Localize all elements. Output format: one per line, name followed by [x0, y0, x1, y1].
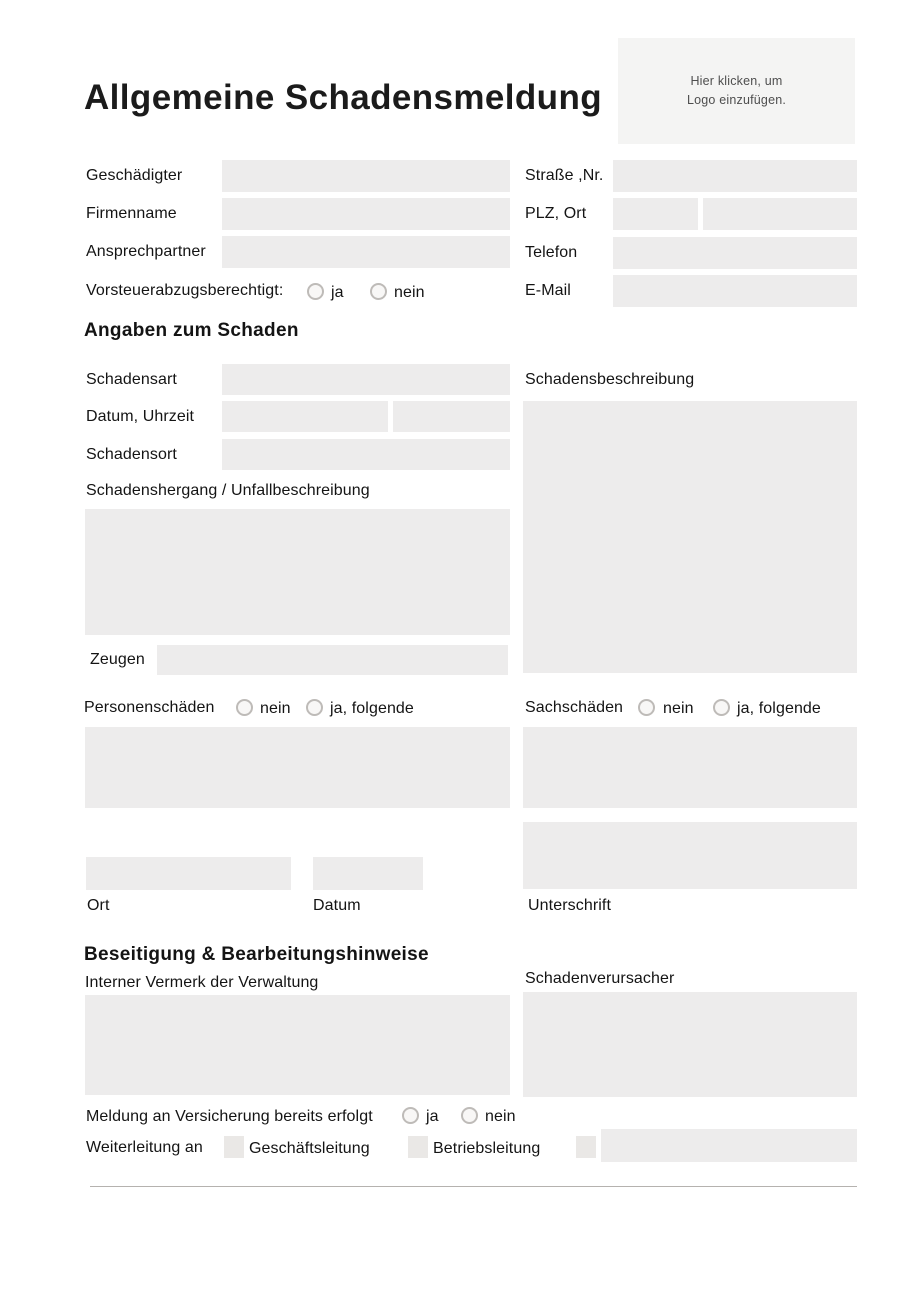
plz-ort-label: PLZ, Ort — [525, 205, 587, 222]
logo-placeholder-line2: Logo einzufügen. — [686, 93, 787, 107]
vorsteuer-nein-radio[interactable] — [370, 283, 387, 300]
sachschaeden-nein-radio[interactable] — [638, 699, 655, 716]
personenschaeden-ja-radio[interactable] — [306, 699, 323, 716]
sachschaeden-label: Sachschäden — [525, 699, 624, 716]
datum-label: Datum — [313, 897, 361, 914]
schadensbeschreibung-textarea[interactable] — [523, 401, 857, 673]
hergang-textarea[interactable] — [85, 509, 510, 635]
firmenname-label: Firmenname — [86, 205, 177, 222]
logo-upload-placeholder[interactable] — [618, 38, 855, 144]
betriebsleitung-label: Betriebsleitung — [433, 1140, 541, 1157]
geschaeftsleitung-label: Geschäftsleitung — [249, 1140, 370, 1157]
geschaedigter-label: Geschädigter — [86, 167, 183, 184]
ort-label: Ort — [87, 897, 110, 914]
sachschaeden-ja-label: ja, folgende — [737, 700, 821, 717]
ansprechpartner-label: Ansprechpartner — [86, 243, 206, 260]
weiterleitung-sonstige-checkbox[interactable] — [576, 1136, 596, 1158]
vorsteuer-label: Vorsteuerabzugsberechtigt: — [86, 282, 284, 299]
geschaedigter-input[interactable] — [222, 160, 510, 192]
schadensart-label: Schadensart — [86, 371, 177, 388]
geschaeftsleitung-checkbox[interactable] — [224, 1136, 244, 1158]
sachschaeden-ja-radio[interactable] — [713, 699, 730, 716]
plz-input[interactable] — [613, 198, 698, 230]
meldung-ja-radio[interactable] — [402, 1107, 419, 1124]
datum-signature-input[interactable] — [313, 857, 423, 890]
page-title: Allgemeine Schadensmeldung — [84, 78, 603, 117]
sachschaeden-textarea[interactable] — [523, 727, 857, 808]
firmenname-input[interactable] — [222, 198, 510, 230]
meldung-label: Meldung an Versicherung bereits erfolgt — [86, 1108, 373, 1125]
processing-section-heading: Beseitigung & Bearbeitungshinweise — [84, 944, 429, 965]
personenschaeden-label: Personenschäden — [84, 699, 215, 716]
personenschaeden-ja-label: ja, folgende — [330, 700, 414, 717]
verursacher-label: Schadenverursacher — [525, 970, 675, 987]
schadensort-label: Schadensort — [86, 446, 177, 463]
weiterleitung-sonstige-input[interactable] — [601, 1129, 857, 1162]
telefon-label: Telefon — [525, 244, 578, 261]
personenschaeden-textarea[interactable] — [85, 727, 510, 808]
schadensbeschreibung-label: Schadensbeschreibung — [525, 371, 695, 388]
uhrzeit-input[interactable] — [393, 401, 510, 432]
vorsteuer-ja-label: ja — [331, 284, 344, 301]
unterschrift-field[interactable] — [523, 822, 857, 889]
strasse-input[interactable] — [613, 160, 857, 192]
strasse-label: Straße ,Nr. — [525, 167, 604, 184]
logo-placeholder-line1: Hier klicken, um — [690, 73, 783, 88]
meldung-nein-radio[interactable] — [461, 1107, 478, 1124]
vermerk-label: Interner Vermerk der Verwaltung — [85, 974, 319, 991]
hergang-label: Schadenshergang / Unfallbeschreibung — [86, 482, 370, 499]
zeugen-input[interactable] — [157, 645, 508, 675]
schadensart-input[interactable] — [222, 364, 510, 395]
footer-separator — [90, 1186, 857, 1187]
email-input[interactable] — [613, 275, 857, 307]
telefon-input[interactable] — [613, 237, 857, 269]
personenschaeden-nein-radio[interactable] — [236, 699, 253, 716]
schadensort-input[interactable] — [222, 439, 510, 470]
personenschaeden-nein-label: nein — [260, 700, 291, 717]
vorsteuer-ja-radio[interactable] — [307, 283, 324, 300]
weiterleitung-label: Weiterleitung an — [86, 1139, 203, 1156]
datum-uhrzeit-label: Datum, Uhrzeit — [86, 408, 195, 425]
unterschrift-label: Unterschrift — [528, 897, 611, 914]
datum-input[interactable] — [222, 401, 388, 432]
zeugen-label: Zeugen — [90, 651, 145, 668]
ort-input-address[interactable] — [703, 198, 857, 230]
verursacher-textarea[interactable] — [523, 992, 857, 1097]
meldung-ja-label: ja — [426, 1108, 439, 1125]
meldung-nein-label: nein — [485, 1108, 516, 1125]
sachschaeden-nein-label: nein — [663, 700, 694, 717]
ort-signature-input[interactable] — [86, 857, 291, 890]
ansprechpartner-input[interactable] — [222, 236, 510, 268]
vermerk-textarea[interactable] — [85, 995, 510, 1095]
damage-section-heading: Angaben zum Schaden — [84, 320, 299, 341]
betriebsleitung-checkbox[interactable] — [408, 1136, 428, 1158]
vorsteuer-nein-label: nein — [394, 284, 425, 301]
email-label: E-Mail — [525, 282, 571, 299]
